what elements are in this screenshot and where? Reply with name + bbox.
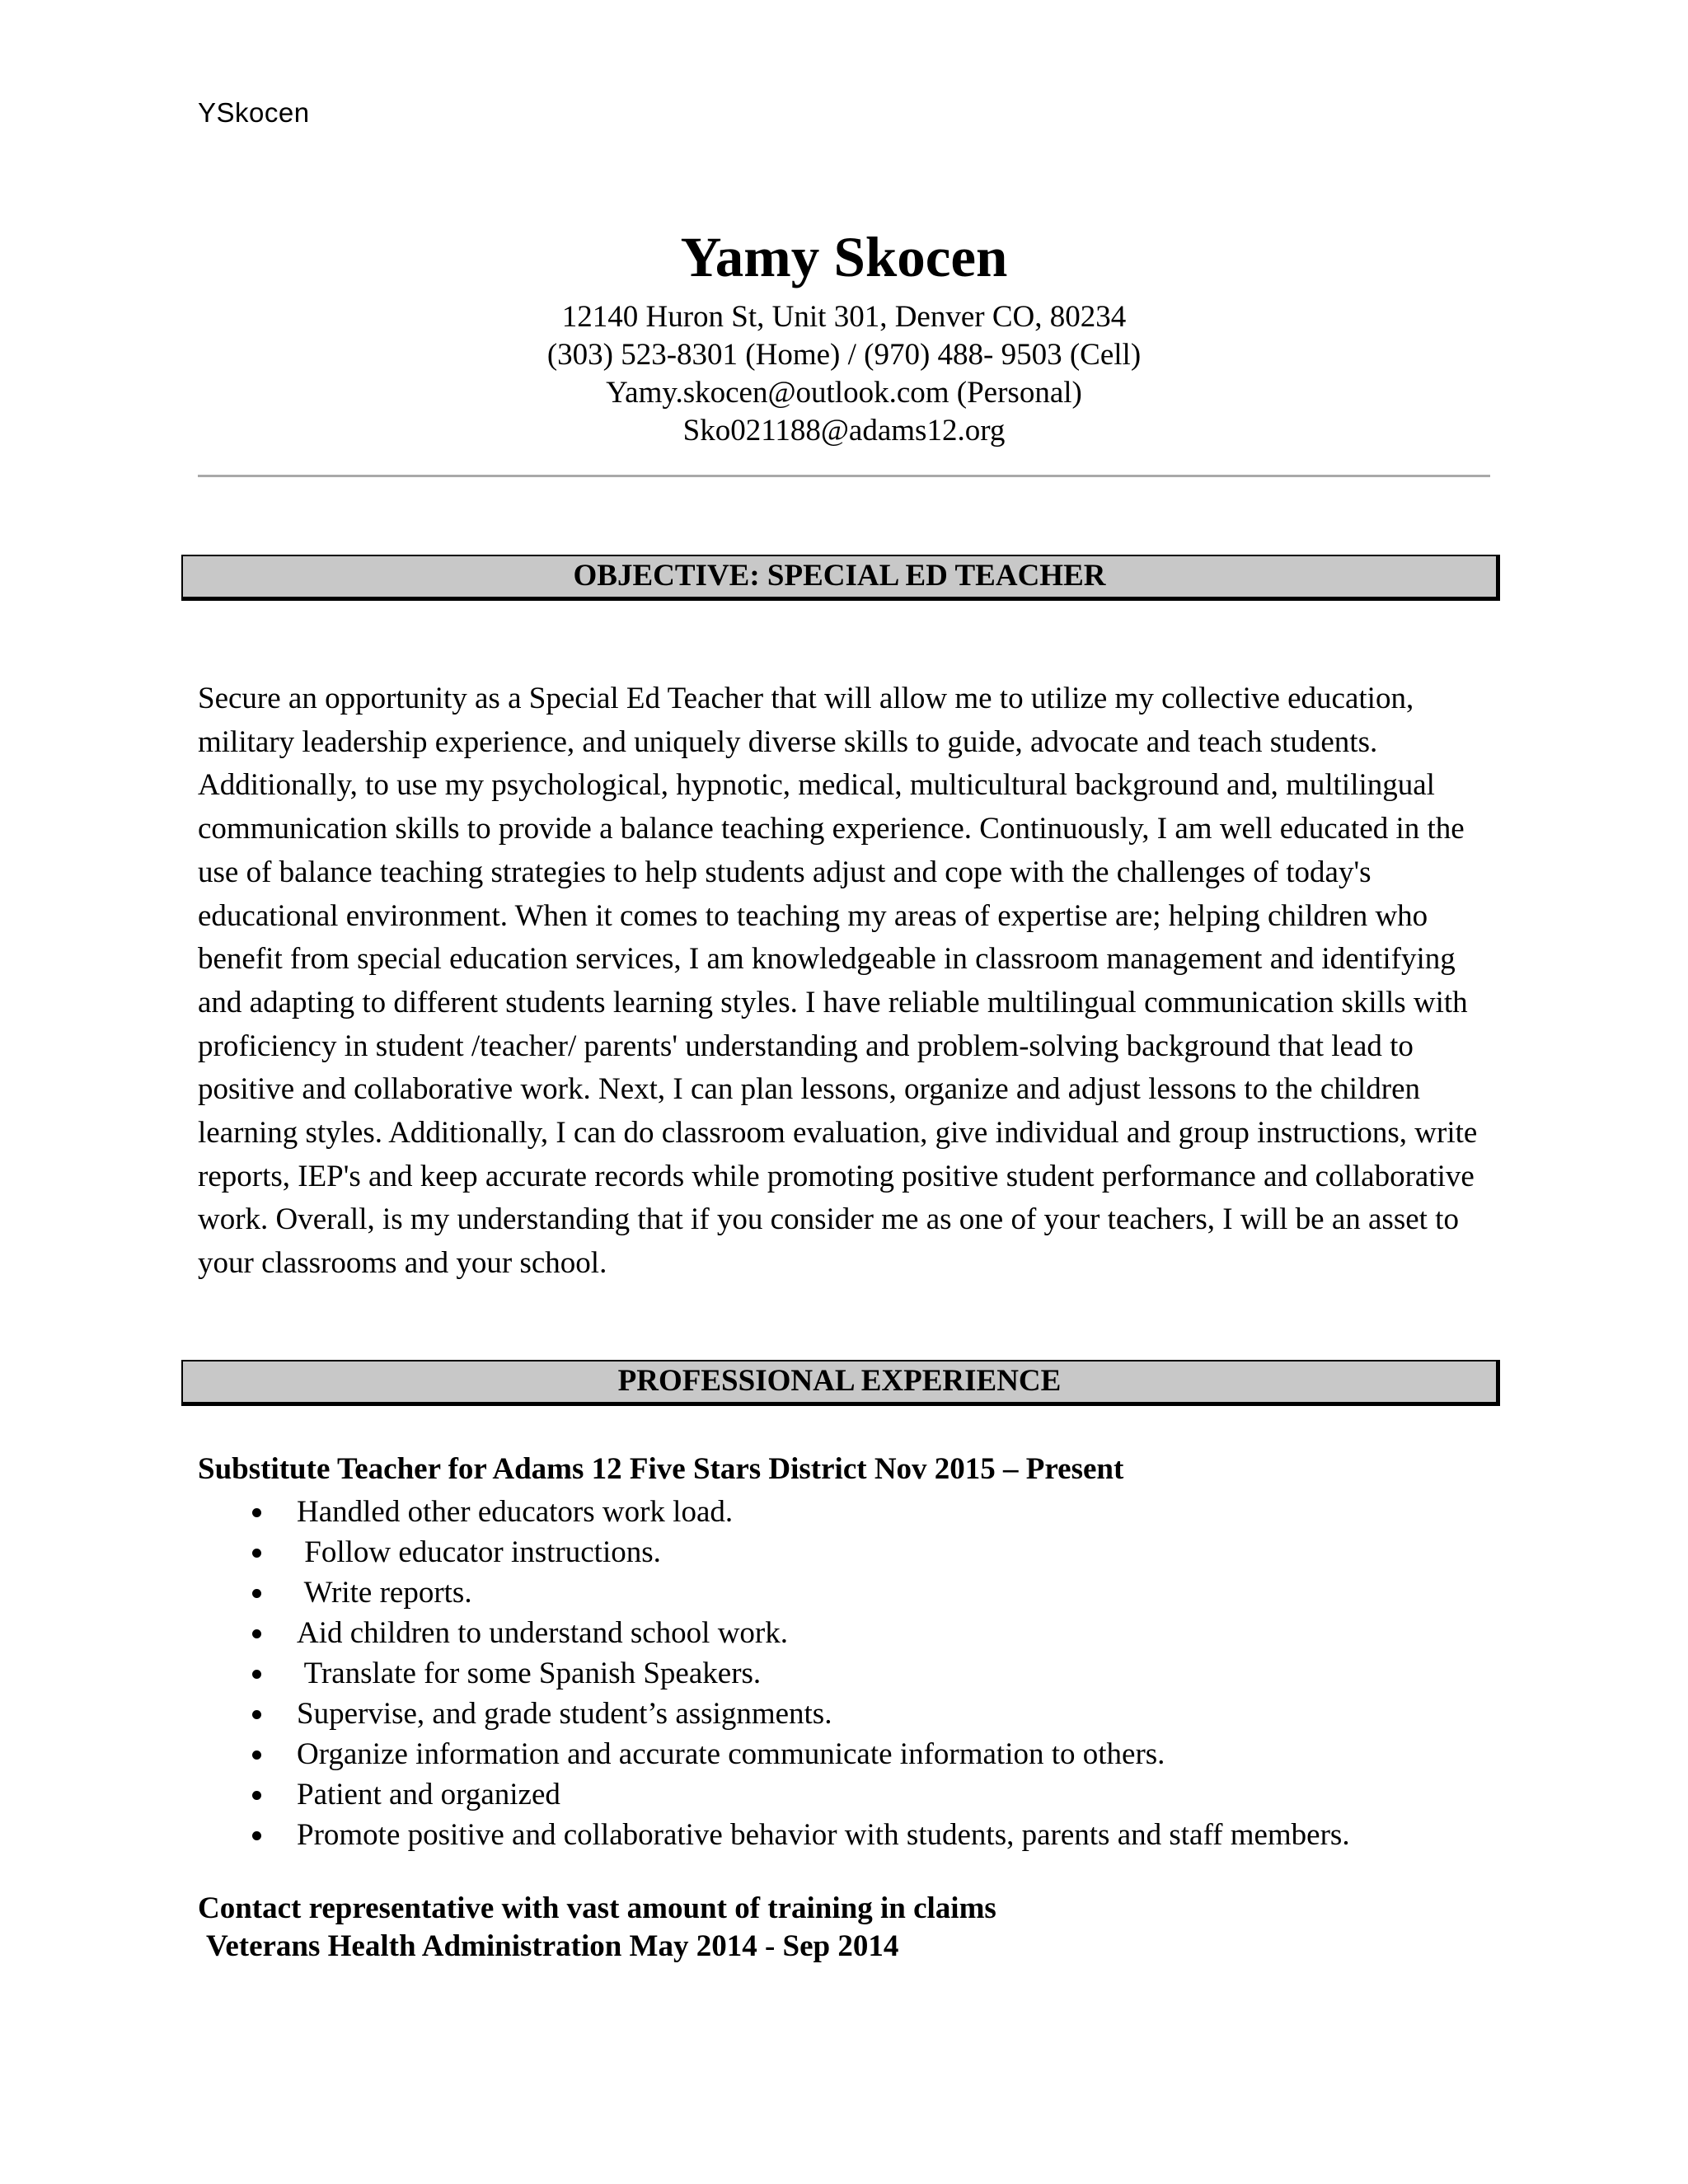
job-employer-dates: Veterans Health Administration May 2014 - Sep 2014 [206,1929,899,1963]
list-item [198,1613,1350,1653]
objective-paragraph: Secure an opportunity as a Special Ed Teacher that will allow me to utilize my collective education, military leadership experience, and uniquely diverse skills to guide, advocate and teach students. Additionally, to use my psychological, hypnotic, medical, multicultural background and, multilingual communication skills to provide a balance teaching experience. Continuously, I am well educated in the use of balance teaching strategies to help students adjust and cope with the challenges of today's educational environment. When it comes to teaching my areas of expertise are; helping children who benefit from special education services, I am knowledgeable in classroom management and identifying and adapting to different students learning styles. I have reliable multilingual communication skills with proficiency in student /teacher/ parents' understanding and problem-solving background that lead to positive and collaborative work. Next, I can plan lessons, organize and adjust lessons to the children learning styles. Additionally, I can do classroom evaluation, give individual and group instructions, write reports, IEP's and keep accurate records while promoting positive student performance and collaborative work. Overall, is my understanding that if you consider me as one of your teachers, I will be an asset to your classrooms and your school. [198,682,1478,1281]
list-item [198,1694,1350,1734]
duty-text: Write reports. [297,1576,472,1610]
duty-text: Organize information and accurate communicate information to others. [297,1737,1165,1771]
work-email[interactable]: Sko021188@adams12.org [682,414,1006,448]
job-title: Substitute Teacher for Adams 12 Five Stars District Nov 2015 – Present [198,1452,1124,1486]
list-item [198,1572,1350,1613]
list-item [198,1653,1350,1694]
bullet-icon [252,1629,261,1638]
header-divider [198,475,1490,477]
bullet-icon [252,1508,261,1517]
bullet-icon [252,1670,261,1679]
running-header: YSkocen [198,97,310,128]
duty-text: Handled other educators work load. [297,1495,734,1529]
experience-heading: PROFESSIONAL EXPERIENCE [181,1360,1500,1406]
bullet-icon [252,1791,261,1800]
duty-text: Translate for some Spanish Speakers. [297,1657,762,1690]
duty-text: Supervise, and grade student’s assignments. [297,1697,832,1731]
bullet-icon [252,1750,261,1760]
candidate-name: Yamy Skocen [680,226,1008,288]
list-item [198,1532,1350,1572]
personal-email[interactable]: Yamy.skocen@outlook.com (Personal) [606,376,1082,410]
job-duties-list [198,1492,1350,1855]
list-item [198,1492,1350,1532]
objective-heading: OBJECTIVE: SPECIAL ED TEACHER [181,555,1500,601]
bullet-icon [252,1831,261,1840]
list-item [198,1815,1350,1855]
duty-text: Aid children to understand school work. [297,1616,788,1650]
list-item [198,1774,1350,1815]
duty-text: Follow educator instructions. [297,1535,661,1569]
job-title: Contact representative with vast amount of training in claims [198,1891,996,1925]
bullet-icon [252,1589,261,1598]
duty-text: Promote positive and collaborative behavior with students, parents and staff members. [297,1818,1350,1852]
phone-line: (303) 523-8301 (Home) / (970) 488- 9503 (Cell) [546,338,1142,372]
bullet-icon [252,1549,261,1558]
list-item [198,1734,1350,1774]
duty-text: Patient and organized [297,1778,560,1811]
address-line: 12140 Huron St, Unit 301, Denver CO, 80234 [561,300,1127,334]
bullet-icon [252,1710,261,1719]
